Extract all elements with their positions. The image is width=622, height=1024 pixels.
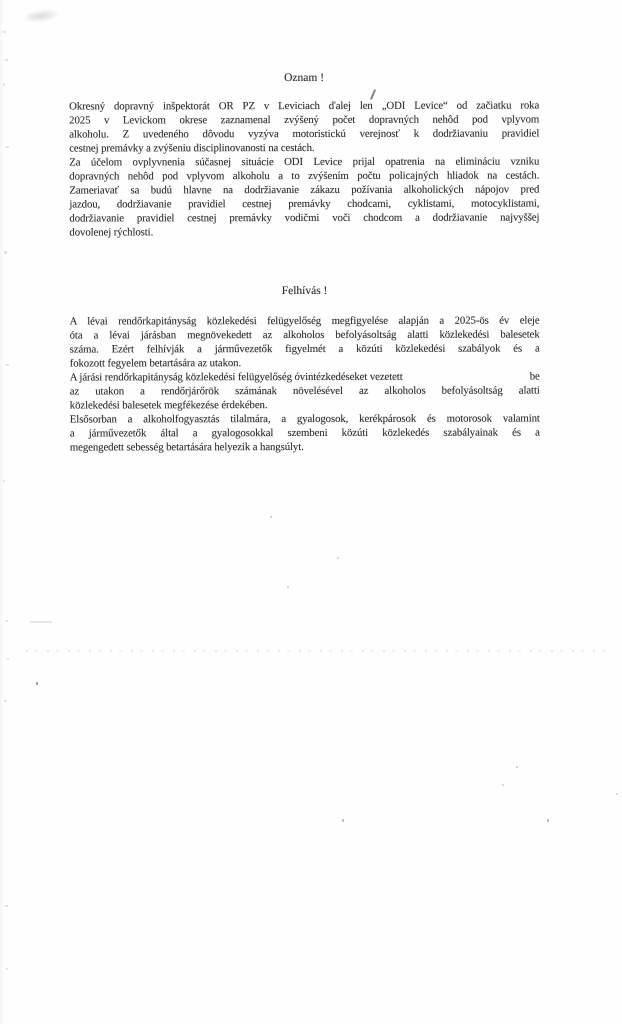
felhivas-text-block bbox=[70, 314, 540, 455]
text-line-split bbox=[70, 370, 540, 385]
text-line-right: be bbox=[529, 370, 540, 383]
text-line: megengedett sebesség betartására helyezik a hangsúlyt. bbox=[69, 441, 304, 454]
text-line: közlekedési balesetek megfékezése érdekében. bbox=[69, 399, 268, 412]
text-line: A lévai rendőrkapitányság közlekedési felügyelőség megfigyelése alapján a 2025-ös év eleje bbox=[69, 314, 540, 328]
text-line: Okresný dopravný inšpektorát OR PZ v Leviciach ďalej len „ODI Levice“ od začiatku roka bbox=[69, 99, 540, 113]
text-line: cestnej premávky a zvýšeniu disciplinovanosti na cestách. bbox=[69, 141, 315, 155]
text-line: alkoholu. Z uvedeného dôvodu vyzýva motoristickú verejnosť k dodržiavaniu pravidiel bbox=[69, 127, 540, 141]
text-line: fokozott fegyelem betartására az utakon. bbox=[69, 357, 242, 370]
heading-felhivas: Felhívás ! bbox=[281, 284, 328, 298]
text-line: száma. Ezért felhívják a járművezetők figyelmét a közúti közlekedési szabályok és a bbox=[69, 342, 540, 356]
text-line: dodržiavanie pravidiel cestnej premávky vodičmi voči chodcom a dodržiavanie najvyššej bbox=[69, 211, 540, 225]
heading-oznam: Oznam ! bbox=[284, 71, 325, 85]
text-line: Za účelom ovplyvnenia súčasnej situácie ODI Levice prijal opatrenia na elimináciu vzniku bbox=[69, 155, 540, 169]
text-line: jazdou, dodržiavanie pravidiel cestnej premávky chodcami, cyklistami, motocyklistami, bbox=[69, 197, 540, 211]
text-line: Zameriavať sa budú hlavne na dodržiavanie zákazu požívania alkoholických nápojov pred bbox=[69, 183, 540, 197]
text-line: Elsősorban a alkoholfogyasztás tilalmára, a gyalogosok, kerékpárosok és motorosok valamint bbox=[69, 412, 540, 426]
text-line: dopravných nehôd pod vplyvom alkoholu a to zvýšením počtu policajných hliadok na cestách. bbox=[69, 169, 540, 183]
text-line: az utakon a rendőrjárőrök számának növelésével az alkoholos befolyásoltság alatti bbox=[69, 384, 540, 398]
text-line-left: A járási rendőrkapitányság közlekedési felügyelőség óvintézkedéseket vezetett bbox=[69, 370, 403, 384]
text-line: a járművezetők által a gyalogosokkal szembeni közúti közlekedés szabályainak és a bbox=[69, 426, 540, 440]
text-line: 2025 v Levickom okrese zaznamenal zvýšený počet dopravných nehôd pod vplyvom bbox=[69, 113, 540, 127]
text-line: dovolenej rýchlosti. bbox=[69, 226, 154, 239]
text-line: óta a lévai járásban megnövekedett az alkoholos befolyásoltság alatti közlekedési balesetek bbox=[69, 328, 540, 342]
oznam-text-block bbox=[69, 99, 539, 240]
